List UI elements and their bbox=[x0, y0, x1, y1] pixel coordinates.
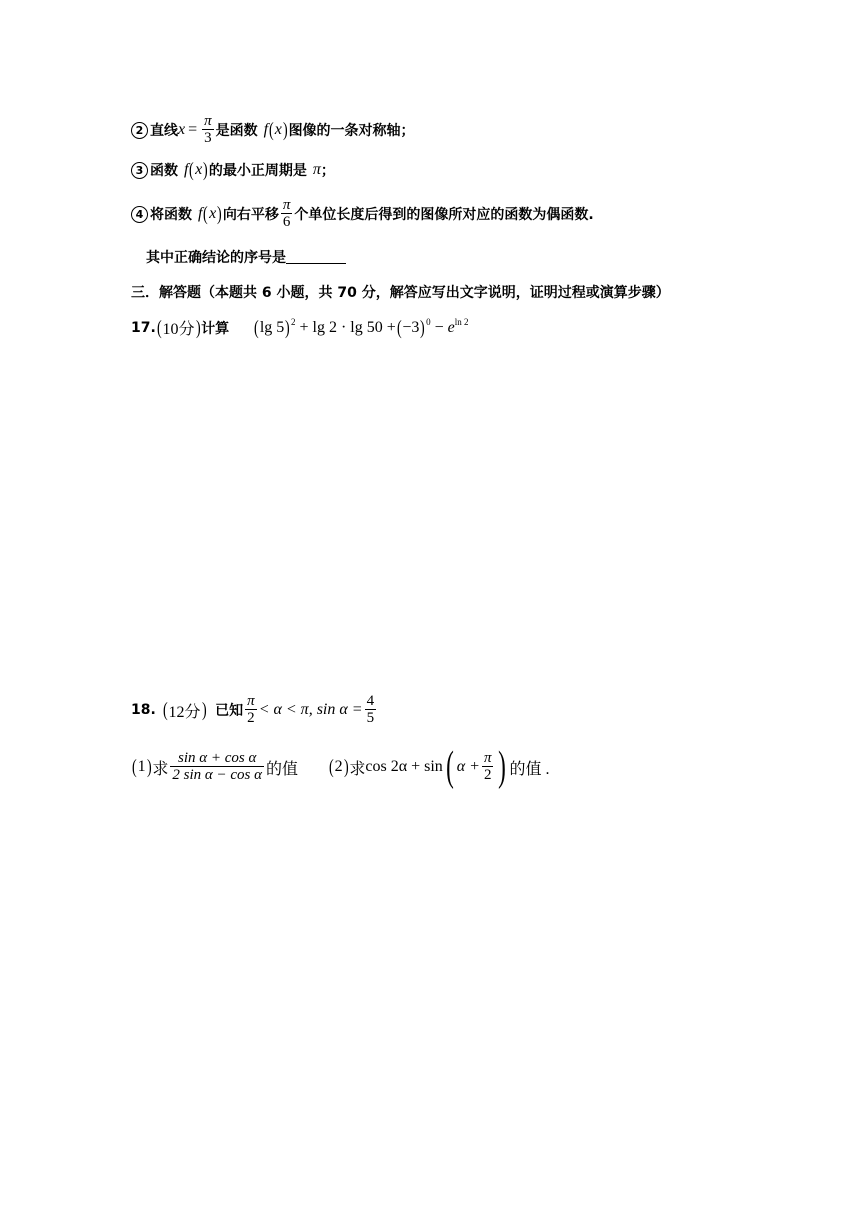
circled-number-4: 4 bbox=[131, 206, 148, 223]
func-arg: x bbox=[209, 205, 217, 222]
question-number: 17. bbox=[131, 319, 156, 336]
fill-in-prompt bbox=[146, 247, 346, 267]
statement-3-text-3: ； bbox=[320, 163, 335, 179]
frac-numerator: π bbox=[204, 113, 212, 129]
euler-e: e bbox=[447, 318, 455, 336]
expression-middle: + lg 2 · lg 50 + bbox=[299, 318, 396, 336]
question-number: 18. bbox=[131, 702, 156, 718]
condition-expr: < α < π, sin α = bbox=[258, 701, 363, 718]
frac-numerator: sin α + cos α bbox=[177, 750, 257, 766]
question-18-parts: ( 1 ) 求 $\frac{\text{sin α + cos α}}{\text{2 sin α − cos α}}$ 的值 ( 2 ) 求 cos 2α + sin ( α + $\frac{\pi}{2}$ ) 的值 . bbox=[132, 744, 550, 790]
part-2-number: 2 bbox=[334, 758, 343, 775]
statement-3-text-1: 函数 bbox=[150, 163, 178, 179]
statement-3-text-2: 的最小正周期是 bbox=[208, 163, 307, 179]
frac-denominator: 6 bbox=[282, 214, 291, 230]
minus-sign: − bbox=[434, 318, 444, 336]
pi-symbol: π bbox=[312, 161, 321, 178]
statement-3: 3 函数 f ( x ) 的最小正周期是 π ； bbox=[131, 160, 335, 180]
circled-number-2: 2 bbox=[131, 122, 148, 139]
fraction-pi-6 bbox=[281, 197, 293, 231]
func-f: f bbox=[184, 161, 189, 178]
frac-numerator: π bbox=[282, 197, 291, 213]
frac-numerator: π bbox=[483, 750, 492, 766]
frac-denominator: 2 bbox=[483, 767, 492, 783]
answer-blank[interactable] bbox=[286, 251, 346, 264]
part-1-number: 1 bbox=[137, 758, 146, 775]
question-score: 10分 bbox=[162, 321, 195, 338]
frac-numerator: 4 bbox=[366, 693, 375, 709]
statement-2-text-1: 直线 bbox=[150, 123, 178, 139]
var-x: x bbox=[178, 121, 186, 138]
zero-exponent: 0 bbox=[426, 316, 431, 327]
func-f: f bbox=[263, 121, 269, 138]
question-17: 17. ( 10分 ) 计算 ( lg 5 ) $^2$ + lg 2 · lg 50 + ( −3 ) $^0$ − e $^{ln 2}$ bbox=[131, 316, 469, 339]
statement-4-text-2: 向右平移 bbox=[222, 207, 279, 223]
fraction-pi-3 bbox=[202, 113, 214, 147]
square-exponent: 2 bbox=[290, 316, 296, 327]
func-arg: x bbox=[195, 161, 203, 178]
statement-2-text-2: 是函数 bbox=[215, 123, 258, 139]
question-score: 12分 bbox=[168, 703, 201, 721]
part-2-expr: cos 2α + sin bbox=[365, 758, 443, 775]
statement-4: 4 将函数 f ( x ) 向右平移 $\frac{\pi}{6}$ 个单位长度后得到的图像所对应的函数为偶函数. bbox=[131, 197, 594, 231]
part-2-text: 求 bbox=[349, 760, 366, 778]
question-17-text: 计算 bbox=[201, 320, 230, 337]
circled-number-3: 3 bbox=[131, 162, 148, 179]
fraction-pi-2-inner bbox=[482, 750, 494, 784]
frac-denominator: 5 bbox=[366, 710, 375, 726]
part-1-text: 求 bbox=[152, 760, 169, 778]
frac-denominator: 2 sin α − cos α bbox=[172, 767, 262, 783]
part-2-inner: α + bbox=[456, 758, 480, 775]
question-18: 18. ( 12分 ) 已知 $\frac{\pi}{2}$ < α < π, sin α = $\frac{4}{5}$ bbox=[131, 693, 375, 726]
part-2-tail: 的值 . bbox=[509, 760, 550, 778]
fill-in-prompt-text: 其中正确结论的序号是 bbox=[146, 250, 286, 266]
statement-2: 2 直线 x = $\frac{\pi}{3}$ 是函数 f ( x ) 图像的一条对称轴； bbox=[131, 113, 415, 147]
section-heading bbox=[131, 282, 670, 302]
frac-denominator: 2 bbox=[247, 710, 255, 726]
frac-numerator: π bbox=[247, 693, 255, 709]
neg-three: −3 bbox=[402, 318, 420, 336]
func-arg: x bbox=[274, 121, 282, 138]
statement-4-text-3: 个单位长度后得到的图像所对应的函数为偶函数. bbox=[294, 207, 594, 223]
statement-2-text-3: 图像的一条对称轴； bbox=[288, 123, 415, 139]
fraction-pi-2 bbox=[245, 693, 257, 727]
part-1-tail: 的值 bbox=[265, 760, 298, 778]
func-f: f bbox=[198, 205, 203, 222]
fraction-4-5 bbox=[365, 693, 377, 727]
frac-denominator: 3 bbox=[204, 130, 212, 146]
section-heading-text: 三．解答题（本题共 6 小题，共 70 分，解答应写出文字说明，证明过程或演算步骤） bbox=[131, 285, 670, 301]
ln2-exponent: ln 2 bbox=[454, 316, 469, 327]
question-18-text: 已知 bbox=[215, 703, 244, 719]
equals-sign: = bbox=[188, 121, 198, 138]
lg5-term: lg 5 bbox=[259, 318, 285, 336]
statement-4-text-1: 将函数 bbox=[150, 207, 192, 223]
fraction-part-1 bbox=[170, 750, 264, 784]
